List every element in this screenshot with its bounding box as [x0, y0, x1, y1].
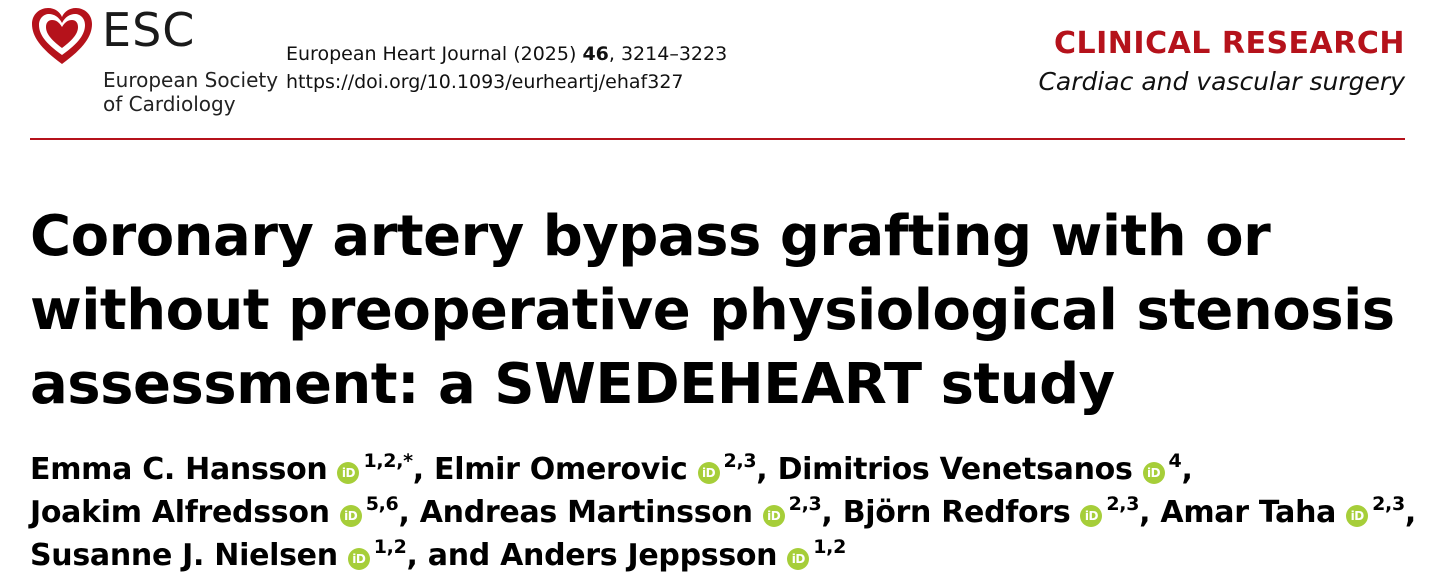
- orcid-icon[interactable]: iD: [1080, 505, 1102, 527]
- esc-heart-logo-icon: [30, 6, 94, 68]
- author-affiliation: 1,2,*: [363, 450, 413, 472]
- logo-society-name: [103, 68, 293, 116]
- author-entry: [778, 452, 1193, 487]
- header-divider: [30, 138, 1405, 140]
- author-name: Amar Taha: [1160, 495, 1337, 530]
- section-label: CLINICAL RESEARCH: [1054, 26, 1405, 61]
- author-separator: ,: [821, 495, 833, 530]
- author-list: [30, 448, 1420, 577]
- orcid-icon[interactable]: iD: [1346, 505, 1368, 527]
- author-affiliation: 2,3: [723, 450, 757, 472]
- author-affiliation: 2,3: [1372, 493, 1405, 515]
- author-entry: [420, 495, 833, 530]
- logo-name-line2: of Cardiology: [103, 92, 236, 116]
- author-affiliation: 1,2: [373, 536, 407, 558]
- author-affiliation: 4: [1168, 450, 1182, 472]
- author-name: Elmir Omerovic: [434, 452, 688, 487]
- author-separator: ,: [398, 495, 410, 530]
- author-affiliation: 5,6: [365, 493, 399, 515]
- article-section: [1038, 24, 1405, 100]
- orcid-icon[interactable]: iD: [787, 548, 809, 570]
- author-entry: [1160, 495, 1416, 530]
- orcid-icon[interactable]: iD: [348, 548, 370, 570]
- author-affiliation: 1,2: [813, 536, 847, 558]
- doi-link[interactable]: https://doi.org/10.1093/eurheartj/ehaf327: [286, 71, 684, 93]
- author-entry: [434, 452, 767, 487]
- author-separator: ,: [756, 452, 768, 487]
- author-name: Emma C. Hansson: [30, 452, 328, 487]
- article-title: Coronary artery bypass grafting with or without preoperative physiological stenosis assessment: a SWEDEHEART study: [30, 204, 1395, 417]
- journal-citation: [286, 40, 727, 96]
- orcid-icon[interactable]: iD: [340, 505, 362, 527]
- author-separator: ,: [1139, 495, 1151, 530]
- author-name: Anders Jeppsson: [500, 538, 778, 573]
- logo-name-line1: European Society: [103, 68, 279, 92]
- citation-line: [286, 40, 727, 68]
- author-entry: [500, 538, 846, 573]
- author-separator: ,: [1181, 452, 1193, 487]
- author-entry: [30, 452, 424, 487]
- author-entry: [30, 538, 490, 573]
- author-name: Andreas Martinsson: [419, 495, 753, 530]
- author-separator: , and: [406, 538, 490, 573]
- section-sublabel: Cardiac and vascular surgery: [1038, 67, 1405, 96]
- journal-pages: , 3214–3223: [608, 43, 728, 65]
- author-separator: ,: [412, 452, 424, 487]
- author-name: Joakim Alfredsson: [30, 495, 330, 530]
- author-entry: [30, 495, 410, 530]
- author-name: Björn Redfors: [842, 495, 1071, 530]
- logo-abbreviation: ESC: [102, 3, 196, 57]
- orcid-icon[interactable]: iD: [1143, 462, 1165, 484]
- journal-name: European Heart Journal (2025): [286, 43, 583, 65]
- author-affiliation: 2,3: [788, 493, 822, 515]
- page-header: [0, 0, 1441, 140]
- author-affiliation: 2,3: [1106, 493, 1140, 515]
- orcid-icon[interactable]: iD: [698, 462, 720, 484]
- author-name: Dimitrios Venetsanos: [777, 452, 1133, 487]
- author-entry: [843, 495, 1151, 530]
- orcid-icon[interactable]: iD: [763, 505, 785, 527]
- author-name: Susanne J. Nielsen: [30, 538, 338, 573]
- orcid-icon[interactable]: iD: [337, 462, 359, 484]
- journal-volume: 46: [582, 43, 609, 65]
- esc-logo[interactable]: [30, 3, 280, 116]
- author-separator: ,: [1404, 495, 1417, 530]
